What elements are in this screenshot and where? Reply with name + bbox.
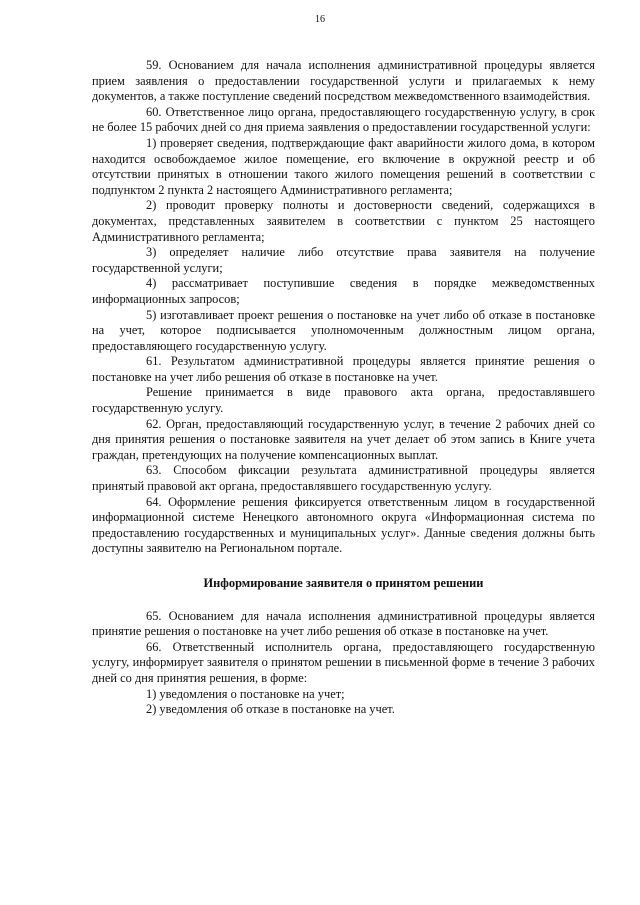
paragraph-60: 60. Ответственное лицо органа, предоставляющего государственную услугу, в срок не более 15 рабочих дней со дня приема заявления о предоставлении государственной услуги: [92,104,595,135]
paragraph-66-item-1: 1) уведомления о постановке на учет; [146,686,345,701]
paragraph-61-decision: Решение принимается в виде правового акта органа, предоставлявшего государственную услугу. [92,385,595,416]
section-heading: Информирование заявителя о принятом решении [203,576,484,590]
paragraph-64: 64. Оформление решения фиксируется ответственным лицом в государственной информационной системе Ненецкого автономного округа «Информационная система по предоставлению государственных и муниципальных услуг». Данные сведения должны быть доступны заявителю на Региональном портале. [92,494,595,556]
paragraph-66-item-2: 2) уведомления об отказе в постановке на учет. [146,702,395,717]
paragraph-60-item-1: 1) проверяет сведения, подтверждающие факт аварийности жилого дома, в котором находится освобождаемое жилое помещение, его включение в окружной реестр и об отсутствии принятых в отношении такого жилого помещения решений в соответствии с подпунктом 2 пункта 2 настоящего Административного регламента; [92,135,595,197]
paragraph-61: 61. Результатом административной процедуры является принятие решения о постановке на учет либо решения об отказе в постановке на учет. [92,354,595,384]
paragraph-62: 62. Орган, предоставляющий государственную услуг, в течение 2 рабочих дней со дня принятия решения о постановке заявителя на учет делает об этом запись в Книге учета граждан, претендующих на получение компенсационных выплат. [92,416,595,462]
page-number: 16 [315,14,325,25]
paragraph-63: 63. Способом фиксации результата административной процедуры является принятый правовой акт органа, предоставлявшего государственную услугу. [92,463,595,494]
paragraph-66: 66. Ответственный исполнитель органа, предоставляющего государственную услугу, информирует заявителя о принятом решении в письменной форме в течение 3 рабочих дней со дня принятия решения, в форме: [92,639,595,685]
document-body [92,58,595,718]
paragraph-59: 59. Основанием для начала исполнения административной процедуры является прием заявления о предоставлении государственной услуги и прилагаемых к нему документов, а также поступление сведений посредством межведомственного взаимодействия. [92,58,595,104]
paragraph-65: 65. Основанием для начала исполнения административной процедуры является принятие решения о постановке на учет либо решения об отказе в постановке на учет. [92,608,595,639]
paragraph-60-item-5: 5) изготавливает проект решения о постановке на учет либо об отказе в постановке на учет, которое подписывается уполномоченным должностным лицом органа, предоставляющего государственную услугу. [92,307,595,353]
paragraph-60-item-3: 3) определяет наличие либо отсутствие права заявителя на получение государственной услуги; [92,245,595,275]
paragraph-60-item-2: 2) проводит проверку полноты и достоверности сведений, содержащихся в документах, представленных заявителем в соответствии с пунктом 25 настоящего Административного регламента; [92,198,595,244]
paragraph-60-item-4: 4) рассматривает поступившие сведения в порядке межведомственных информационных запросов; [92,276,595,306]
